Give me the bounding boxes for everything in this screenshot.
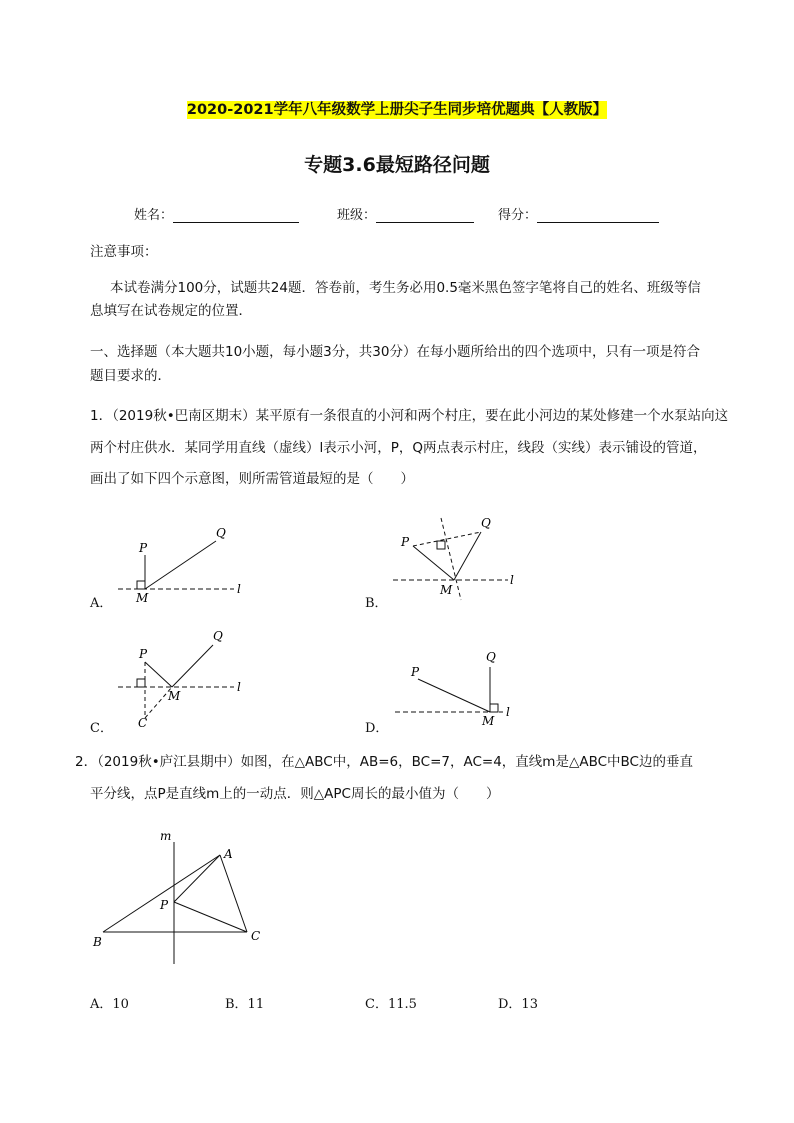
fig-a-mq-segment (145, 541, 216, 589)
fig-d-label-l: l (506, 705, 510, 719)
q2-label-m: m (160, 829, 172, 843)
fig-a-label-q: Q (216, 526, 226, 540)
fig-b-pq-dashed (413, 532, 481, 546)
q2-option-a[interactable]: A．10 (90, 997, 129, 1012)
fig-c-label-p: P (139, 647, 148, 661)
fig-b-label-p: P (401, 535, 410, 549)
q1-option-b[interactable]: B． (365, 596, 388, 611)
figure-d (395, 650, 510, 728)
fig-a-label-l: l (237, 582, 241, 596)
fig-b-pm-segment (413, 546, 454, 580)
q1-line-3: 画出了如下四个示意图，则所需管道最短的是（ ） (90, 471, 414, 487)
fig-c-mq-segment (172, 645, 213, 687)
fig-d-right-angle-mark (490, 704, 498, 712)
fig-b-right-angle-mark (437, 541, 445, 549)
figure-q2-triangle (92, 829, 260, 964)
name-label: 姓名： (134, 208, 174, 223)
q2-line-1: 2．（2019秋•庐江县期中）如图，在△ABC中，AB=6，BC=7，AC=4，直线m是△ABC中BC边的垂直 (75, 754, 693, 770)
q2-segment-pa (174, 855, 220, 902)
fig-b-label-q: Q (481, 516, 491, 530)
fig-a-label-m: M (136, 591, 149, 605)
q2-label-b: B (93, 935, 102, 949)
q1-line-2: 两个村庄供水．某同学用直线（虚线）l表示小河，P，Q两点表示村庄，线段（实线）表示铺设的管道， (90, 440, 707, 456)
fig-d-label-p: P (411, 665, 420, 679)
q1-option-d[interactable]: D． (365, 721, 389, 736)
figure-b (393, 516, 514, 600)
q2-option-c[interactable]: C．11.5 (365, 997, 417, 1012)
q2-line-2: 平分线，点P是直线m上的一动点．则△APC周长的最小值为（ ） (90, 786, 500, 802)
notes-line-1: 本试卷满分100分，试题共24题．答卷前，考生务必用0.5毫米黑色签字笔将自己的姓名、班级等信 (110, 280, 701, 296)
q1-option-a[interactable]: A． (90, 596, 113, 611)
fig-c-label-l: l (237, 680, 241, 694)
section-line-1: 一、选择题（本大题共10小题，每小题3分，共30分）在每小题所给出的四个选项中，只有一项是符合 (90, 344, 700, 360)
q2-option-b[interactable]: B．11 (225, 997, 265, 1012)
fig-c-right-angle-mark (137, 679, 145, 687)
figure-c (118, 629, 241, 730)
notes-heading: 注意事项： (90, 244, 158, 260)
fig-c-label-c: C (138, 716, 148, 730)
score-label: 得分： (498, 208, 538, 223)
q2-option-d[interactable]: D．13 (498, 997, 538, 1012)
section-line-2: 题目要求的． (90, 368, 171, 384)
q2-segment-pc (174, 902, 247, 932)
notes-line-2: 息填写在试卷规定的位置． (90, 303, 252, 319)
q2-segment-ac (220, 855, 247, 932)
fig-d-label-m: M (482, 714, 495, 728)
fig-b-label-m: M (440, 583, 453, 597)
fig-c-label-q: Q (213, 629, 223, 643)
q2-label-a: A (224, 847, 233, 861)
fig-b-label-l: l (510, 573, 514, 587)
figure-a (118, 526, 241, 605)
q1-line-1: 1．（2019秋•巴南区期末）某平原有一条很直的小河和两个村庄，要在此小河边的某处修建一个水泵站向这 (90, 408, 729, 424)
fig-a-right-angle-mark (137, 581, 145, 589)
fig-c-pm-segment (145, 662, 172, 687)
series-title-text: 2020-2021学年八年级数学上册尖子生同步培优题典【人教版】 (186, 102, 608, 118)
fig-c-label-m: M (168, 689, 181, 703)
q2-segment-ba (103, 855, 220, 932)
fig-d-label-q: Q (486, 650, 496, 664)
fig-b-qm-segment (454, 532, 481, 580)
q1-option-c[interactable]: C． (90, 721, 113, 736)
fig-a-label-p: P (139, 541, 148, 555)
topic-title: 专题3.6最短路径问题 (304, 154, 490, 176)
q2-label-p: P (160, 898, 169, 912)
class-label: 班级： (337, 208, 377, 223)
q2-label-c: C (251, 929, 261, 943)
fig-d-pm-segment (418, 679, 490, 712)
